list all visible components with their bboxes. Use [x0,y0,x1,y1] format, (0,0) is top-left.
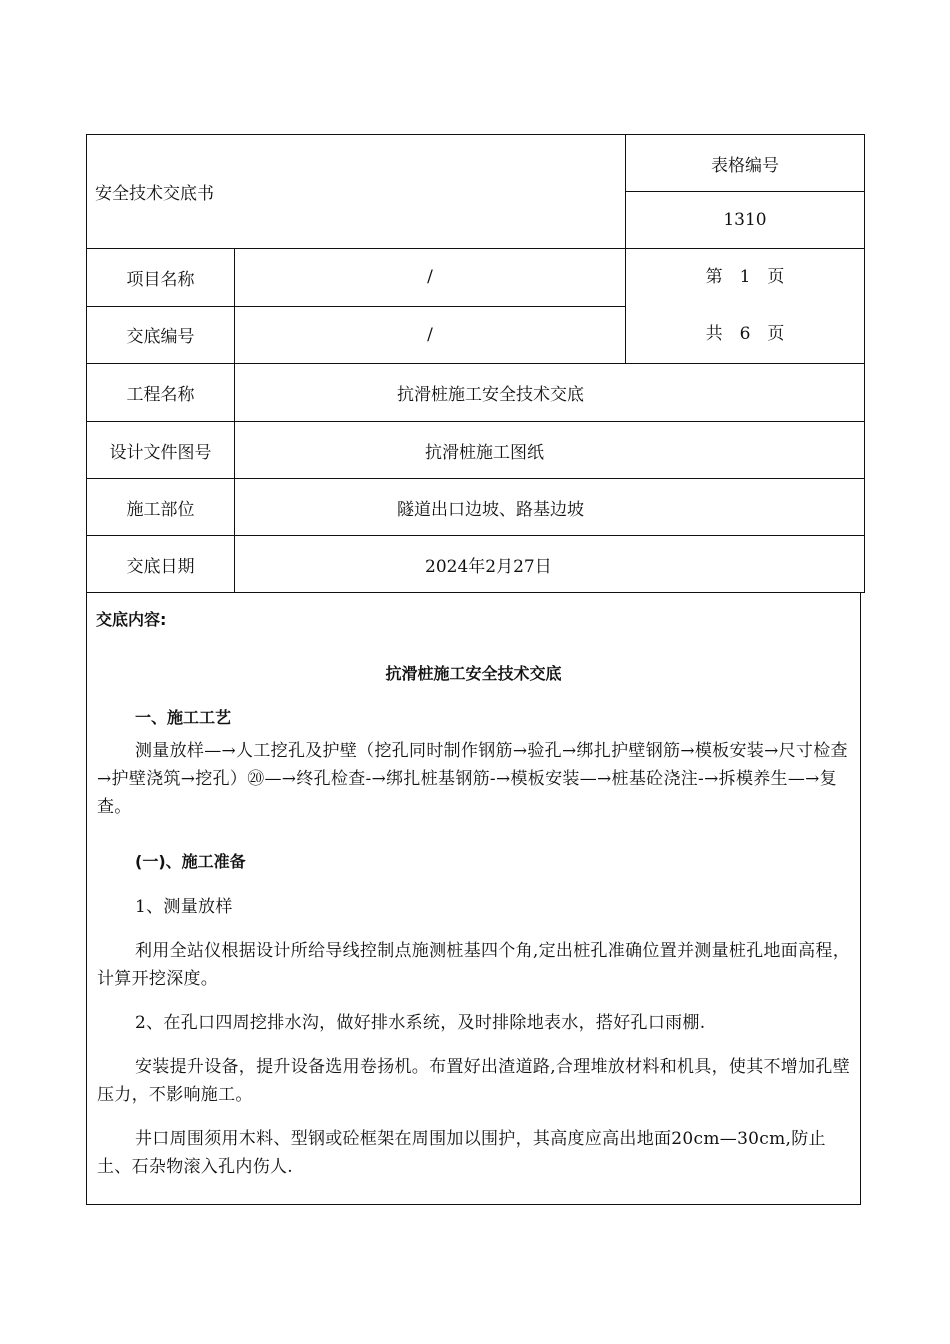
item-3-paragraph: 安装提升设备，提升设备选用卷扬机。布置好出渣道路,合理堆放材料和机具，使其不增加孔壁压力，不影响施工。 [97,1057,851,1105]
project-name-label: 项目名称 [87,249,235,307]
engineering-name-value: 抗滑桩施工安全技术交底 [235,364,865,422]
date-value: 2024年2月27日 [235,536,865,593]
form-title: 安全技术交底书 [87,135,626,249]
content-box [86,593,861,1205]
page-current: 第 1 页 [705,267,785,287]
item-4-paragraph: 井口周围须用木料、型钢或砼框架在周围加以围护，其高度应高出地面20cm—30cm,防止土、石杂物滚入孔内伤人. [97,1129,826,1177]
form-number-value: 1310 [626,192,865,249]
section-heading-process: 一、施工工艺 [135,708,232,727]
form-number-label: 表格编号 [626,135,865,192]
location-label: 施工部位 [87,479,235,536]
item-2-paragraph: 2、在孔口四周挖排水沟，做好排水系统，及时排除地表水，搭好孔口雨棚. [135,1013,706,1033]
page-total: 共 6 页 [705,324,785,344]
content-label: 交底内容: [96,610,167,629]
page-info [626,249,865,364]
disclosure-sheet [86,134,864,1205]
disclosure-number-label: 交底编号 [87,306,235,364]
document-title: 抗滑桩施工安全技术交底 [385,664,562,683]
project-name-value: / [235,249,626,307]
subsection-heading-prep: (一)、施工准备 [135,852,246,871]
date-label: 交底日期 [87,536,235,593]
design-doc-value: 抗滑桩施工图纸 [235,422,865,479]
item-1-paragraph: 利用全站仪根据设计所给导线控制点施测桩基四个角,定出桩孔准确位置并测量桩孔地面高程，计算开挖深度。 [97,941,851,989]
design-doc-label: 设计文件图号 [87,422,235,479]
location-value: 隧道出口边坡、路基边坡 [235,479,865,536]
item-1-heading: 1、测量放样 [135,897,233,917]
header-table [86,134,865,593]
engineering-name-label: 工程名称 [87,364,235,422]
disclosure-number-value: / [235,306,626,364]
process-paragraph: 测量放样—→人工挖孔及护壁（挖孔同时制作钢筋→验孔→绑扎护壁钢筋→模板安装→尺寸检查→护壁浇筑→挖孔）⑳—→终孔检查-→绑扎桩基钢筋-→模板安装—→桩基砼浇注-→拆模养生—→复查。 [97,741,848,817]
